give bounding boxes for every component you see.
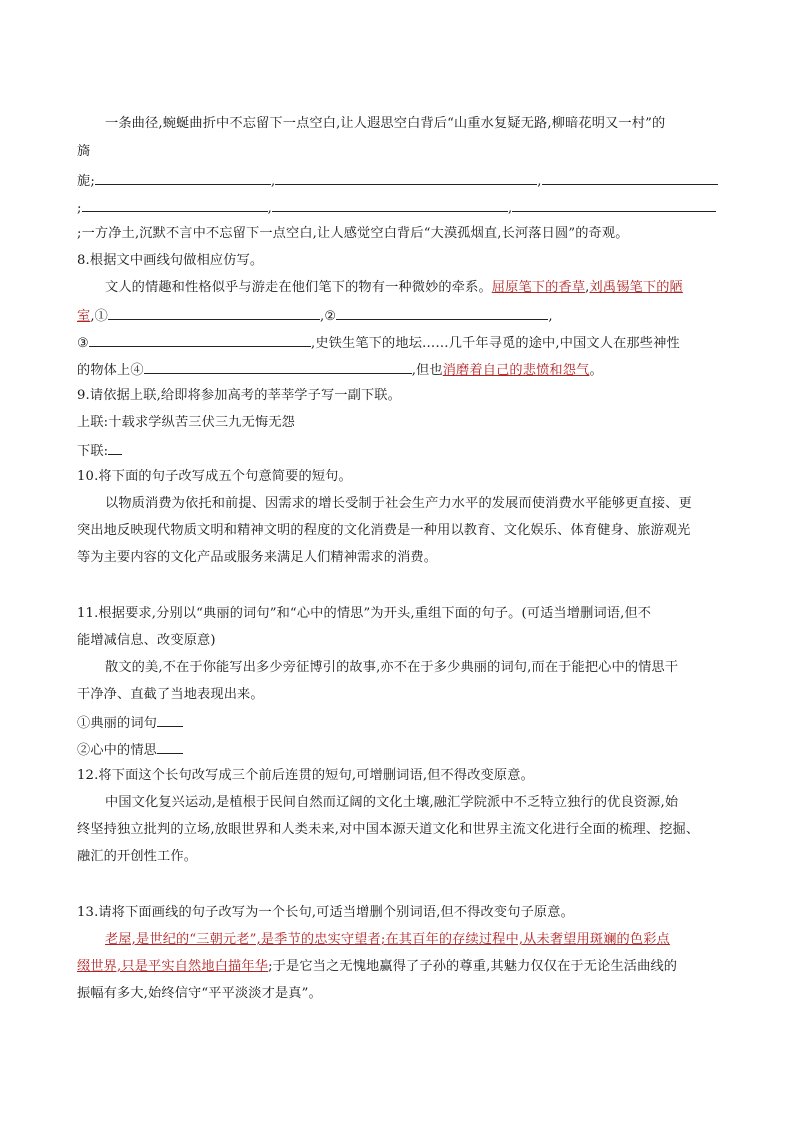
separator: , [507,201,513,216]
question-10-title: 10.将下面的句子改写成五个句意简要的短句。 [77,469,352,484]
passage-line-5: ;一方净土,沉默不言中不忘留下一点空白,让人感觉空白背后“大漠孤烟直,长河落日圆”的奇观。 [77,226,629,241]
separator: , [267,201,272,216]
question-12-line-3: 融汇的开创性工作。 [77,849,198,864]
question-text: ,史铁生笔下的地坛……几千年寻觅的途中,中国文人在那些神性 [310,336,680,351]
answer-blank[interactable] [512,197,716,212]
answer-1-line [77,712,722,734]
passage-line-3 [77,170,722,192]
separator: , [548,309,553,324]
answer-blank-1[interactable] [108,305,320,320]
question-12-title: 12.将下面这个长句改写成三个前后连贯的短句,可增删词语,但不得改变原意。 [77,768,534,783]
question-10-line-3: 等为主要内容的文化产品或服务来满足人们精神需求的消费。 [77,550,438,565]
question-8-title: 8.根据文中画线句做相应仿写。 [77,253,264,268]
question-10-line-2: 突出地反映现代物质文明和精神文明的程度的文化消费是一种用以教育、文化娱乐、体育健身、旅游观光 [77,523,691,538]
question-8-line-4 [77,359,722,381]
question-12-line-1: 中国文化复兴运动,是植根于民间自然而辽阔的文化土壤,融汇学院派中不乏特立独行的优良资源,始 [105,795,679,810]
question-text: ,但也 [411,363,443,378]
question-13-line-3: 振幅有多大,始终信守“平平淡淡才是真”。 [77,986,322,1001]
question-13-line-2 [77,957,722,977]
answer-blank[interactable] [272,197,508,212]
answer-blank[interactable] [542,170,718,185]
question-text: 文人的情趣和性格似乎与游走在他们笔下的物有一种微妙的牵系。 [105,280,492,295]
underlined-example: 屈原笔下的香草 [491,280,586,295]
answer-blank[interactable] [157,712,183,727]
underlined-example: 消磨着自己的悲愤和怨气 [442,363,590,378]
answer-blank-2[interactable] [336,305,548,320]
question-11-title-1: 11.根据要求,分别以“典丽的词句”和“心中的情思”为开头,重组下面的句子。(可适当增删词语,但不 [77,606,652,621]
underlined-example: 室 [77,309,91,324]
question-8-line-3 [77,332,722,354]
question-text: 。 [589,363,603,378]
question-8-line-2 [77,305,722,327]
marker-3: ③ [77,336,89,351]
lower-couplet-label: 下联: [77,444,109,459]
answer-blank[interactable] [82,197,268,212]
answer-2-line [77,739,722,761]
question-11-line-1: 散文的美,不在于你能写出多少旁征博引的故事,亦不在于多少典丽的词句,而在于能把心中的情思干 [105,660,679,675]
question-12-line-2: 终坚持独立批判的立场,放眼世界和人类未来,对中国本源天道文化和世界主流文化进行全面的梳理、挖掘、 [77,822,700,837]
answer-1-label: ①典丽的词句 [77,716,158,731]
passage-text: 旎; [77,174,95,189]
question-9-title: 9.请依据上联,给即将参加高考的莘莘学子写一副下联。 [77,388,401,403]
upper-couplet: 上联:十载求学纵苦三伏三九无悔无怨 [77,415,295,430]
answer-blank[interactable] [108,440,122,455]
question-13-line-1 [105,930,750,950]
separator: , [585,280,590,295]
question-text: ;于是它当之无愧地赢得了子孙的尊重,其魅力仅仅在于无论生活曲线的 [268,959,678,974]
passage-line-4 [77,197,722,219]
question-10-line-1: 以物质消费为依托和前提、因需求的增长受制于社会生产力水平的发展而使消费水平能够更直接、更 [105,496,692,511]
separator: , [270,174,276,189]
marker-1: ,① [90,309,109,324]
question-11-line-2: 干净净、直截了当地表现出来。 [77,687,264,702]
passage-line-1: 一条曲径,蜿蜒曲折中不忘留下一点空白,让人遐思空白背后“山重水复疑无路,柳暗花明又一村”的 [105,116,666,131]
passage-line-2: 旖 [77,144,91,159]
answer-blank-3[interactable] [89,332,311,347]
answer-blank-4[interactable] [144,359,412,374]
underlined-sentence: 老屋,是世纪的“三朝元老”,是季节的忠实守望者;在其百年的存续过程中,从未奢望用斑斓的色彩点 [105,932,670,947]
underlined-example: 刘禹锡笔下的陋 [589,280,683,295]
marker-2: ,② [320,309,337,324]
question-text: 的物体上④ [77,363,144,378]
passage-text: ; [77,201,82,216]
answer-blank[interactable] [95,170,271,185]
question-8-line-1 [105,278,750,298]
lower-couplet-line [77,440,722,462]
question-13-title: 13.请将下面画线的句子改写为一个长句,可适当增删个别词语,但不得改变句子原意。 [77,905,574,920]
answer-blank[interactable] [157,739,183,754]
question-11-title-2: 能增减信息、改变原意) [77,633,216,648]
answer-blank[interactable] [275,170,537,185]
separator: , [537,174,542,189]
underlined-sentence: 缀世界,只是平实自然地白描年华 [77,959,269,974]
answer-2-label: ②心中的情思 [77,743,158,758]
